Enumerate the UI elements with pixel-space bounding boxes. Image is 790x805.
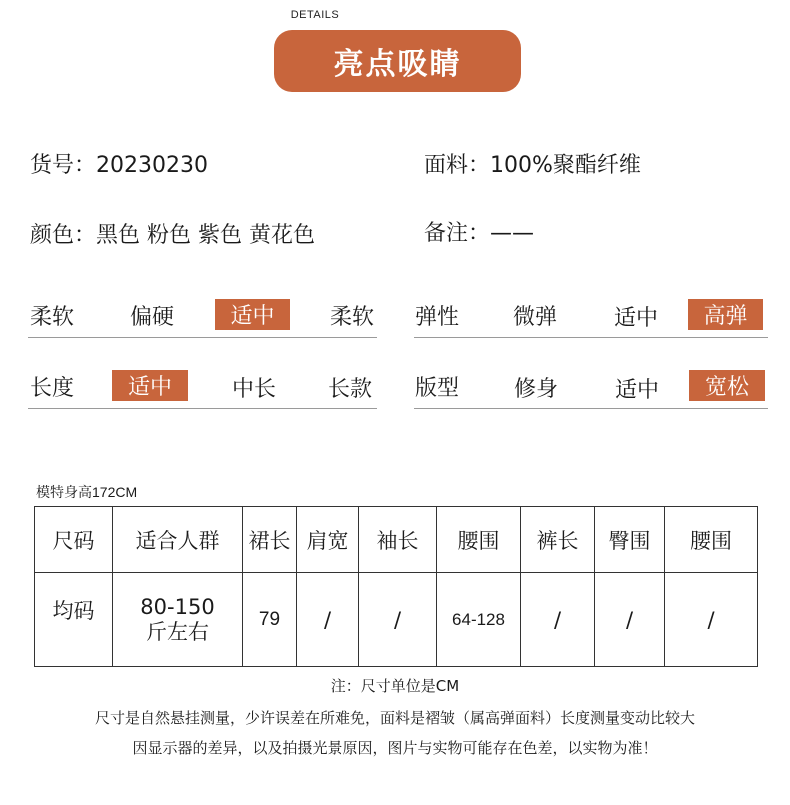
section-title: 亮点吸睛: [274, 30, 521, 92]
divider: [414, 408, 768, 409]
header-cell: 臀围: [595, 507, 665, 573]
table-header-row: [35, 507, 758, 573]
softness-option-medium: 适中: [215, 299, 290, 330]
softness-option-soft: 柔软: [329, 305, 374, 330]
fit-label: 版型: [415, 376, 460, 401]
header-cell: 适合人群: [113, 507, 243, 573]
header-cell: 裙长: [243, 507, 297, 573]
size-table: [34, 506, 758, 667]
remark-info: 备注：——: [424, 221, 535, 246]
table-cell: /: [665, 573, 758, 667]
softness-option-hard: 偏硬: [129, 305, 174, 330]
fit-option-loose: 宽松: [689, 370, 765, 401]
length-option-mid-long: 中长: [231, 377, 276, 402]
header-cell: 裤长: [521, 507, 595, 573]
table-cell: 79: [243, 573, 297, 667]
table-row: [35, 573, 758, 667]
divider: [28, 337, 377, 338]
item-number: 货号：20230230: [30, 153, 208, 178]
table-cell: /: [595, 573, 665, 667]
table-cell: 80-150斤左右: [113, 573, 243, 667]
details-caption: DETAILS: [290, 9, 340, 21]
fabric-info: 面料：100%聚酯纤维: [424, 153, 641, 178]
table-cell: 64-128: [437, 573, 521, 667]
colors-info: 颜色：黑色 粉色 紫色 黄花色: [30, 223, 315, 248]
disclaimer-line-2: 因显示器的差异，以及拍摄光景原因，图片与实物可能存在色差，以实物为准！: [132, 739, 658, 757]
header-cell: 肩宽: [297, 507, 359, 573]
table-cell: /: [297, 573, 359, 667]
divider: [28, 408, 377, 409]
elasticity-option-high: 高弹: [688, 299, 763, 330]
elasticity-option-slight: 微弹: [512, 305, 557, 330]
table-cell: 均码: [35, 573, 113, 667]
elasticity-label: 弹性: [415, 305, 460, 330]
fit-option-slim: 修身: [513, 377, 558, 402]
length-label: 长度: [30, 376, 75, 401]
header-cell: 尺码: [35, 507, 113, 573]
model-height-note: 模特身高172CM: [36, 484, 138, 500]
elasticity-option-medium: 适中: [613, 306, 658, 331]
header-cell: 腰围: [665, 507, 758, 573]
table-cell: /: [359, 573, 437, 667]
divider: [414, 337, 768, 338]
length-option-medium: 适中: [112, 370, 188, 401]
softness-label: 柔软: [30, 305, 75, 330]
fit-option-medium: 适中: [614, 378, 659, 403]
length-option-long: 长款: [327, 377, 372, 402]
disclaimer-line-1: 尺寸是自然悬挂测量，少许误差在所难免，面料是褶皱（属高弹面料）长度测量变动比较大: [94, 709, 695, 727]
unit-note: 注：尺寸单位是CM: [330, 677, 460, 695]
header-cell: 袖长: [359, 507, 437, 573]
table-cell: /: [521, 573, 595, 667]
header-cell: 腰围: [437, 507, 521, 573]
